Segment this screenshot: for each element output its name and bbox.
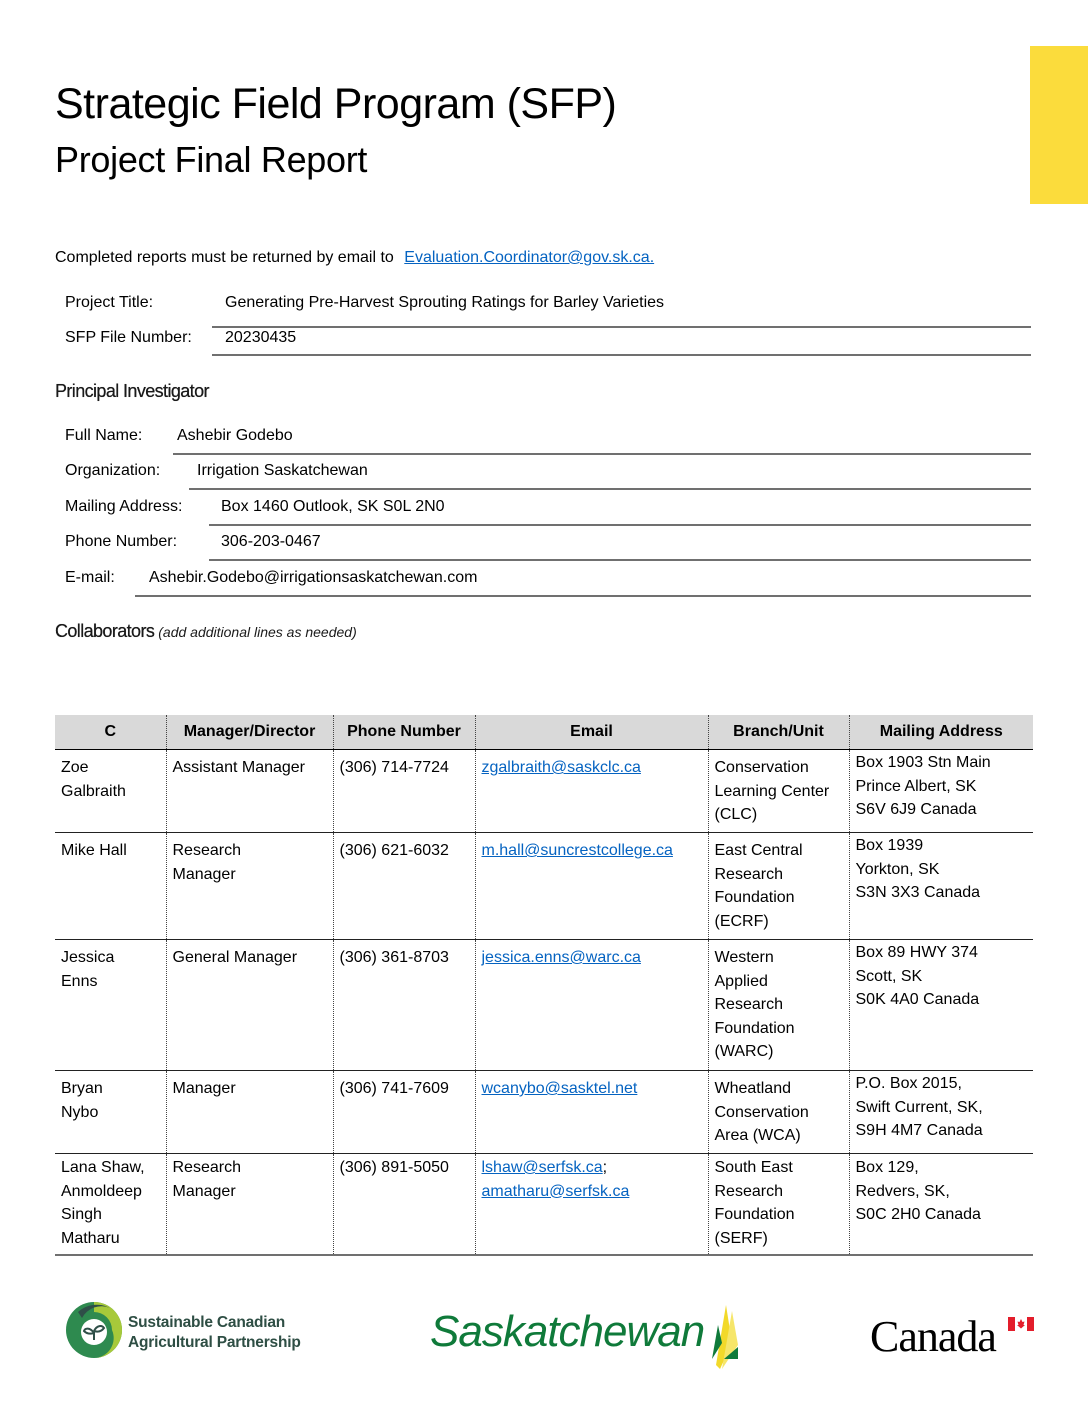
address-line: P.O. Box 2015, xyxy=(855,1075,962,1092)
pi-field-label: Full Name: xyxy=(65,427,143,444)
table-row xyxy=(55,1154,1033,1256)
collaborator-phone: (306) 741-7609 xyxy=(333,1071,475,1154)
submission-instructions xyxy=(55,249,654,267)
address-line: Redvers, SK, xyxy=(855,1182,950,1200)
collaborator-phone: (306) 621-6032 xyxy=(333,833,475,940)
collaborator-role: Manager xyxy=(166,1071,333,1154)
collaborator-branch: Wheatland Conservation Area (WCA) xyxy=(708,1071,849,1154)
table-row xyxy=(55,750,1033,833)
table-row xyxy=(55,833,1033,940)
yellow-accent-tab xyxy=(1030,46,1088,204)
address-line: S0K 4A0 Canada xyxy=(855,991,980,1008)
collaborator-email-link[interactable]: jessica.enns@warc.ca xyxy=(481,949,641,966)
collaborator-name: Zoe Galbraith xyxy=(55,750,166,833)
sfp-file-number-field xyxy=(55,329,1031,356)
column-header: C xyxy=(55,715,166,750)
scap-line-2: Agricultural Partnership xyxy=(128,1334,301,1351)
collaborators-heading xyxy=(55,621,357,642)
principal-investigator-heading: Principal Investigator xyxy=(55,381,209,401)
collaborators-title: Collaborators xyxy=(55,621,155,641)
scap-line-1: Sustainable Canadian xyxy=(128,1314,286,1331)
address-line: Swift Current, SK, xyxy=(855,1098,983,1116)
saskatchewan-wordmark: Saskatchewan xyxy=(430,1307,705,1356)
field-underline xyxy=(189,488,1031,490)
collaborator-branch: Western Applied Research Foundation (WARC) xyxy=(708,940,849,1071)
collaborator-email-link[interactable]: m.hall@suncrestcollege.ca xyxy=(481,842,673,859)
collaborator-phone: (306) 891-5050 xyxy=(333,1154,475,1256)
document-title: Strategic Field Program (SFP) xyxy=(55,80,617,128)
address-line: Box 129, xyxy=(855,1159,919,1176)
collaborator-email-cell xyxy=(475,833,708,940)
collaborator-address xyxy=(849,833,1033,940)
scap-swirl-icon xyxy=(64,1300,124,1360)
address-line: S0C 2H0 Canada xyxy=(855,1206,981,1223)
table-header-row xyxy=(55,715,1033,750)
pi-field-value[interactable]: Irrigation Saskatchewan xyxy=(197,462,368,479)
address-line: Box 89 HWY 374 xyxy=(855,944,978,961)
canada-flag-icon xyxy=(1008,1317,1034,1331)
pi-mailing-address-field xyxy=(55,498,1031,526)
collaborator-phone: (306) 361-8703 xyxy=(333,940,475,1071)
collaborator-address xyxy=(849,1154,1033,1256)
column-header: Manager/Director xyxy=(166,715,333,750)
pi-full-name-field xyxy=(55,427,1031,455)
project-title-label: Project Title: xyxy=(65,294,154,311)
collaborator-name: Mike Hall xyxy=(55,833,166,940)
collaborator-phone: (306) 714-7724 xyxy=(333,750,475,833)
column-header: Branch/Unit xyxy=(708,715,849,750)
field-underline xyxy=(209,559,1031,561)
collaborators-note: (add additional lines as needed) xyxy=(158,624,357,640)
field-underline xyxy=(212,326,1031,328)
footer-logos xyxy=(0,1295,1088,1375)
pi-field-label: Phone Number: xyxy=(65,533,178,550)
pi-organization-field xyxy=(55,462,1031,490)
project-title-value[interactable]: Generating Pre-Harvest Sprouting Ratings for Barley Varieties xyxy=(225,294,665,311)
address-line: S6V 6J9 Canada xyxy=(855,801,977,818)
collaborator-address xyxy=(849,750,1033,833)
collaborator-email-cell xyxy=(475,940,708,1071)
canada-wordmark-logo xyxy=(870,1313,1040,1363)
collaborator-branch: South East Research Foundation (SERF) xyxy=(708,1154,849,1256)
address-line: Prince Albert, SK xyxy=(855,777,977,795)
collaborator-email-cell xyxy=(475,1154,708,1256)
collaborator-email-cell xyxy=(475,1071,708,1154)
pi-field-label: Organization: xyxy=(65,462,161,479)
project-title-field xyxy=(55,294,1031,328)
address-line: Box 1903 Stn Main xyxy=(855,754,991,771)
collaborator-address xyxy=(849,940,1033,1071)
collaborator-address xyxy=(849,1071,1033,1154)
collaborator-name: Jessica Enns xyxy=(55,940,166,1071)
collaborator-name: Lana Shaw, Anmoldeep Singh Matharu xyxy=(55,1154,166,1256)
table-row xyxy=(55,940,1033,1071)
document-subtitle: Project Final Report xyxy=(55,139,368,180)
pi-field-value[interactable]: Ashebir.Godebo@irrigationsaskatchewan.com xyxy=(149,569,478,586)
collaborator-role: Assistant Manager xyxy=(166,750,333,833)
collaborator-branch: Conservation Learning Center (CLC) xyxy=(708,750,849,833)
file-number-label: SFP File Number: xyxy=(65,329,192,346)
instructions-text: Completed reports must be returned by email to xyxy=(55,249,394,266)
field-underline xyxy=(173,453,1031,455)
collaborator-email-cell xyxy=(475,750,708,833)
collaborator-email-link[interactable]: zgalbraith@saskclc.ca xyxy=(481,759,641,776)
evaluation-email-link[interactable]: Evaluation.Coordinator@gov.sk.ca. xyxy=(404,249,655,266)
pi-field-label: E-mail: xyxy=(65,569,115,586)
scap-logo-text xyxy=(128,1313,301,1353)
collaborators-table xyxy=(55,715,1033,1256)
wheat-sheaf-icon xyxy=(698,1303,748,1373)
pi-email-field xyxy=(55,569,1031,597)
address-line: S9H 4M7 Canada xyxy=(855,1122,983,1139)
collaborator-role: General Manager xyxy=(166,940,333,1071)
field-underline xyxy=(209,524,1031,526)
email-separator: ; xyxy=(602,1159,608,1176)
collaborator-branch: East Central Research Foundation (ECRF) xyxy=(708,833,849,940)
field-underline xyxy=(135,595,1031,597)
field-underline xyxy=(212,354,1031,356)
collaborator-role: Research Manager xyxy=(166,833,333,940)
collaborator-email-link[interactable]: lshaw@serfsk.ca xyxy=(481,1159,603,1176)
pi-field-label: Mailing Address: xyxy=(65,498,183,515)
pi-phone-number-field xyxy=(55,533,1031,561)
saskatchewan-logo xyxy=(430,1303,740,1373)
collaborator-name: Bryan Nybo xyxy=(55,1071,166,1154)
pi-field-value[interactable]: Box 1460 Outlook, SK S0L 2N0 xyxy=(221,498,445,515)
pi-field-value[interactable]: 306-203-0467 xyxy=(221,533,321,550)
collaborator-email-link[interactable]: wcanybo@sasktel.net xyxy=(481,1080,638,1097)
column-header: Email xyxy=(475,715,708,750)
column-header: Phone Number xyxy=(333,715,475,750)
address-line: S3N 3X3 Canada xyxy=(855,884,981,901)
address-line: Box 1939 xyxy=(855,837,924,854)
collaborator-role: Research Manager xyxy=(166,1154,333,1256)
column-header: Mailing Address xyxy=(849,715,1033,750)
canada-wordmark: Canada xyxy=(870,1312,996,1361)
scap-logo xyxy=(64,1300,324,1360)
file-number-value[interactable]: 20230435 xyxy=(225,329,297,346)
address-line: Scott, SK xyxy=(855,967,923,985)
table-row xyxy=(55,1071,1033,1154)
address-line: Yorkton, SK xyxy=(855,860,940,878)
collaborator-email-link[interactable]: amatharu@serfsk.ca xyxy=(481,1182,630,1200)
pi-field-value[interactable]: Ashebir Godebo xyxy=(177,427,293,444)
